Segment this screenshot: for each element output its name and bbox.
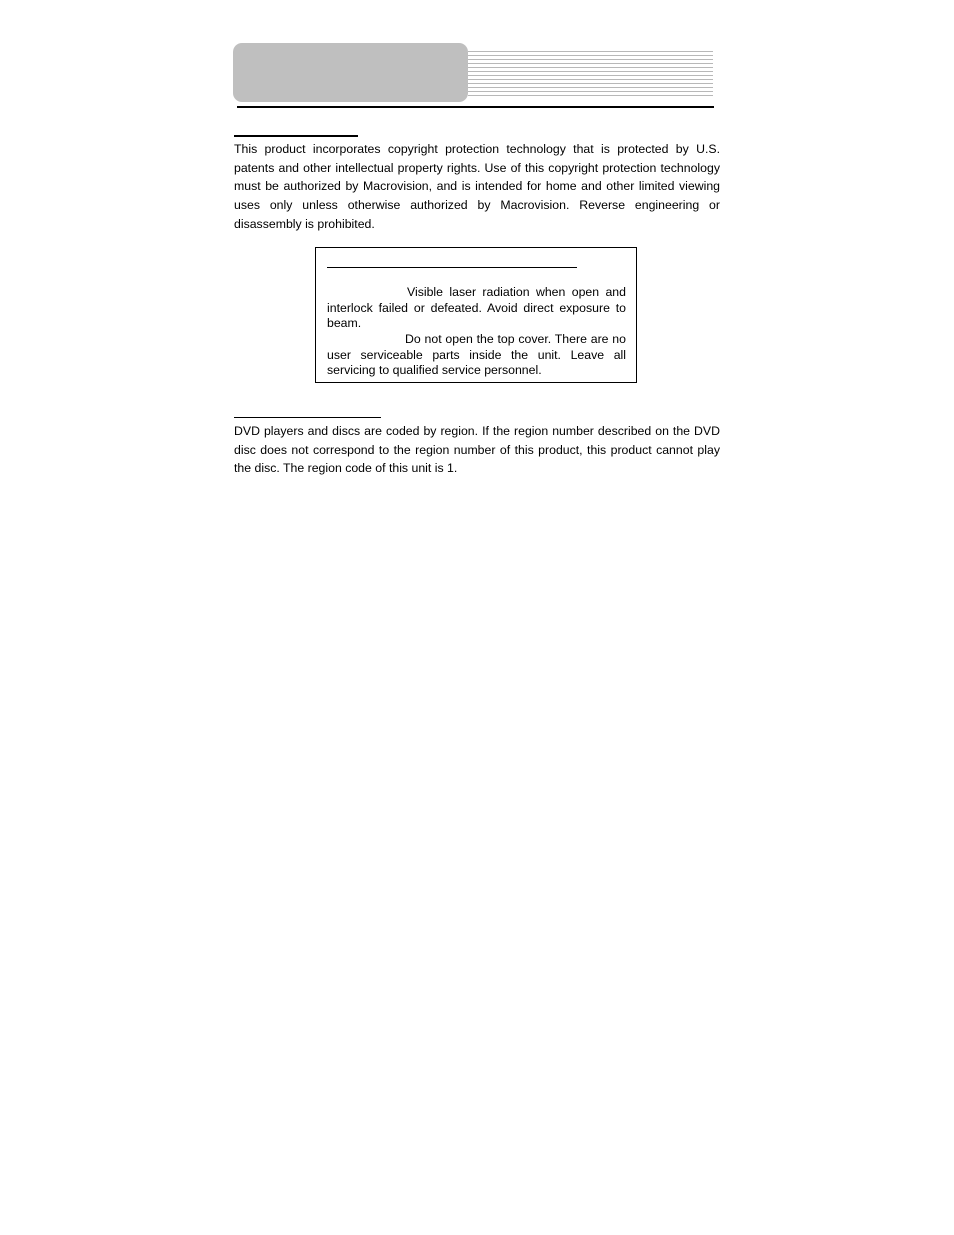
top-cover-warning-text: Do not open the top cover. There are no user serviceable parts inside the unit. Leave all servicing to qualified service personnel. (327, 332, 626, 378)
header-rule (237, 106, 714, 108)
region-heading-rule (234, 417, 381, 418)
copyright-paragraph: This product incorporates copyright protection technology that is protected by U.S. patents and other intellectual property rights. Use of this copyright protection technology must be authorized by Macrovision, and is intended for home and other limited viewing uses only unless otherwise authorized by Macrovision. Reverse engineering or disassembly is prohibited. (234, 142, 720, 231)
header-stripes (468, 51, 713, 97)
copyright-heading-rule (234, 135, 358, 137)
caution-heading-rule (327, 267, 577, 268)
laser-warning-text: Visible laser radiation when open and interlock failed or defeated. Avoid direct exposure to beam. (327, 285, 626, 331)
header-tab (233, 43, 468, 102)
region-paragraph: DVD players and discs are coded by region. If the region number described on the DVD disc does not correspond to the region number of this product, this product cannot play the disc. The region code of this unit is 1. (234, 424, 720, 476)
laser-caution-box (315, 247, 637, 383)
